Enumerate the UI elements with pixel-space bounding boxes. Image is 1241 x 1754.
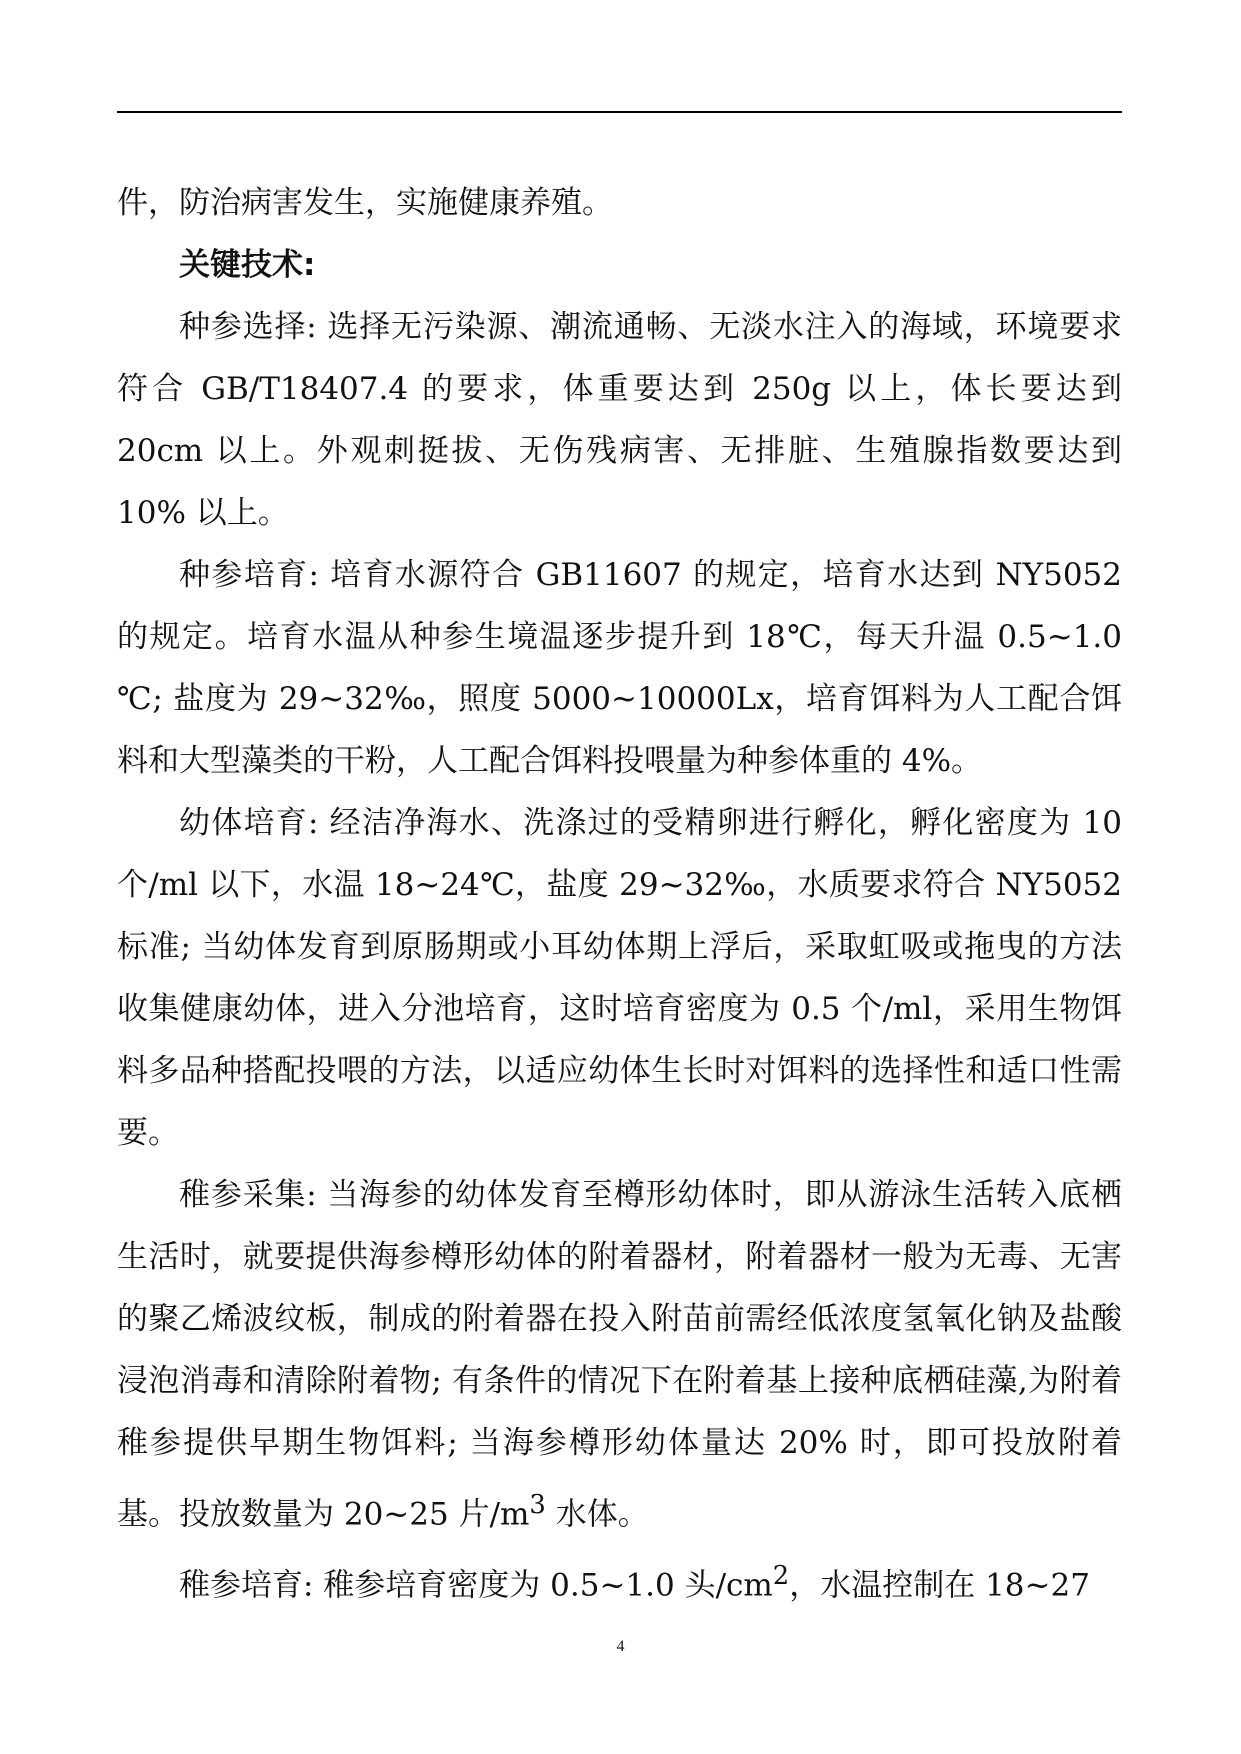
superscript-cube: 3: [529, 1490, 546, 1520]
juvenile-cultivation-text-end: ，水温控制在 18~27: [789, 1567, 1090, 1604]
section-heading: 关键技术:: [179, 247, 316, 283]
paragraph-continuation: 件，防治病害发生，实施健康养殖。: [117, 185, 613, 221]
paragraph-broodstock-selection: 种参选择: 选择无污染源、潮流通畅、无淡水注入的海域，环境要求符合 GB/T18407.4 的要求，体重要达到 250g 以上，体长要达到 20cm 以上。外观刺挺拔、无伤残病害、无排脏、生殖腺指数要达到 10% 以上。: [117, 309, 1122, 531]
body-text: [117, 172, 1122, 1617]
paragraph-juvenile-collection: [117, 1164, 1122, 1545]
juvenile-collection-text: 稚参采集: 当海参的幼体发育至樽形幼体时，即从游泳生活转入底栖生活时，就要提供海参樽形幼体的附着器材，附着器材一般为无毒、无害的聚乙烯波纹板，制成的附着器在投入附苗前需经低浓度氢氧化钠及盐酸浸泡消毒和清除附着物; 有条件的情况下在附着基上接种底栖硅藻,为附着稚参提供早期生物饵料; 当海参樽形幼体量达 20% 时，即可投放附着基。投放数量为 20~25 片/m: [117, 1177, 1122, 1533]
paragraph-larval-rearing: 幼体培育: 经洁净海水、洗涤过的受精卵进行孵化，孵化密度为 10 个/ml 以下，水温 18~24℃，盐度 29~32‰，水质要求符合 NY5052 标准; 当幼体发育到原肠期或小耳幼体期上浮后，采取虹吸或拖曳的方法收集健康幼体，进入分池培育，这时培育密度为 0.5 个/ml，采用生物饵料多品种搭配投喂的方法，以适应幼体生长时对饵料的选择性和适口性需要。: [117, 805, 1122, 1151]
paragraph-broodstock-cultivation: 种参培育: 培育水源符合 GB11607 的规定，培育水达到 NY5052 的规定。培育水温从种参生境温逐步提升到 18℃，每天升温 0.5~1.0 ℃; 盐度为 29~32‰，照度 5000~10000Lx，培育饵料为人工配合饵料和大型藻类的干粉，人工配合饵料投喂量为种参体重的 4%。: [117, 557, 1122, 779]
paragraph-juvenile-cultivation: [117, 1545, 1122, 1616]
superscript-square: 2: [772, 1561, 790, 1592]
page-number: 4: [616, 1638, 625, 1655]
juvenile-cultivation-text: 稚参培育: 稚参培育密度为 0.5~1.0 头/cm: [179, 1567, 773, 1604]
juvenile-collection-text-end: 水体。: [545, 1496, 649, 1533]
header-rule: [117, 111, 1122, 113]
